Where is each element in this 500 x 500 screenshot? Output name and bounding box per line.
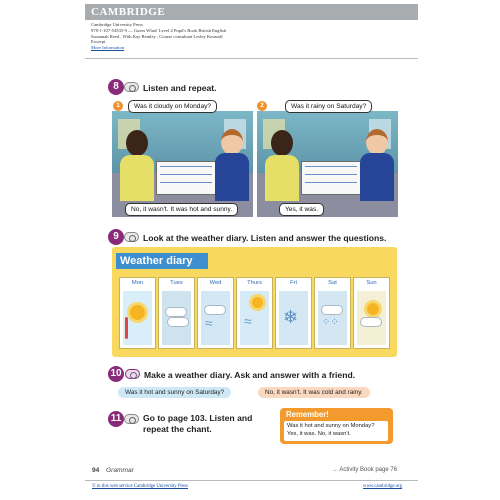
cloud-icon [204, 305, 226, 315]
day-card-wed [197, 277, 234, 349]
boy-head [366, 129, 388, 155]
day-label: Thurs [247, 280, 262, 286]
rainy-icon [318, 291, 347, 345]
weather-chart-board [301, 161, 361, 195]
page-number: 94 [92, 467, 100, 474]
day-label: Wed [209, 280, 222, 286]
activity-book-reference: → Activity Book page 76 [332, 467, 398, 473]
exercise-11-number: 11 [108, 411, 124, 427]
isbn-line: 978-1-107-54535-9 — Guess What! Level 4 Pupil's Book British English [91, 27, 227, 33]
remember-line-1: Was it hot and sunny on Monday? [287, 423, 375, 429]
header-divider [85, 58, 418, 59]
day-card-thurs [236, 277, 273, 349]
day-label: Sun [366, 280, 377, 286]
book-metadata [91, 22, 391, 51]
authors-line: Susannah Reed , With Kay Bentley , Course consultant Lesley Koustaff [91, 33, 223, 39]
exercise-10-instruction: Make a weather diary. Ask and answer with a friend. [144, 370, 356, 380]
exercise-11-instruction-line1: Go to page 103. Listen and [143, 413, 253, 423]
weather-chart-board [156, 161, 216, 195]
sunny-cloudy-icon [357, 291, 386, 345]
girl-head [126, 130, 148, 156]
photo-2-answer-bubble: Yes, it was. [279, 203, 324, 216]
windy-icon [201, 291, 230, 345]
remember-box [280, 408, 393, 444]
sun-icon [367, 303, 379, 315]
day-label: Fri [290, 280, 297, 286]
sunny-windy-icon [240, 291, 269, 345]
wind-icon: ≈ [205, 315, 213, 331]
photo-2 [257, 111, 398, 217]
snowflake-icon: ❄ [283, 307, 299, 327]
day-card-fri [275, 277, 312, 349]
section-label: Grammar [106, 467, 134, 474]
photo-1-question-bubble: Was it cloudy on Monday? [128, 100, 217, 113]
rain-icon: ⁘⁘ [322, 317, 339, 328]
remember-title: Remember! [286, 410, 329, 419]
cloudy-icon [162, 291, 191, 345]
day-label: Sat [328, 280, 337, 286]
day-card-mon [119, 277, 156, 349]
remember-line-2: Yes, it was. No, it wasn't. [287, 430, 351, 437]
example-question-pill: Was it hot and sunny on Saturday? [118, 387, 231, 398]
example-answer-pill: No, it wasn't. It was cold and rainy. [258, 387, 370, 398]
cloud-icon [360, 317, 382, 327]
sun-icon [130, 305, 145, 320]
boy-body [360, 153, 394, 201]
snowy-icon [279, 291, 308, 345]
photo-1-number: 1 [113, 101, 123, 111]
exercise-9-number: 9 [108, 229, 124, 245]
copyright-link[interactable]: © in this web service Cambridge University Press [92, 484, 188, 489]
thermometer-icon [125, 317, 128, 339]
wind-icon: ≈ [244, 313, 252, 329]
day-card-sat [314, 277, 351, 349]
speaking-icon [125, 369, 140, 379]
audio-cd-icon [124, 414, 139, 424]
photo-1-answer-bubble: No, it wasn't. It was hot and sunny. [125, 203, 238, 216]
photo-2-number: 2 [257, 101, 267, 111]
girl-head [271, 130, 293, 156]
audio-cd-icon [124, 232, 139, 242]
girl-body [120, 155, 154, 201]
cloud-icon [165, 307, 187, 317]
audio-cd-icon [124, 82, 139, 92]
boy-head [221, 129, 243, 155]
exercise-8-instruction: Listen and repeat. [143, 83, 217, 93]
weather-diary-title: Weather diary [116, 253, 208, 269]
photo-1 [112, 111, 253, 217]
sun-icon [252, 297, 263, 308]
cloud-icon [321, 305, 343, 315]
excerpt-label: Excerpt [91, 39, 106, 45]
girl-body [265, 155, 299, 201]
day-label: Tues [170, 280, 183, 286]
more-information-link[interactable]: More Information [91, 45, 125, 51]
day-label: Mon [131, 280, 144, 286]
day-card-tues [158, 277, 195, 349]
publisher-name: Cambridge University Press [91, 22, 143, 27]
exercise-11-instruction-line2: repeat the chant. [143, 424, 212, 434]
remember-content [284, 421, 388, 441]
exercise-8-number: 8 [108, 79, 124, 95]
day-card-sun [353, 277, 390, 349]
website-link[interactable]: www.cambridge.org [363, 484, 403, 489]
cloud-icon [167, 317, 189, 327]
sunny-icon [123, 291, 152, 345]
exercise-10-number: 10 [108, 366, 124, 382]
photo-2-question-bubble: Was it rainy on Saturday? [285, 100, 372, 113]
exercise-9-instruction: Look at the weather diary. Listen and answer the questions. [143, 233, 387, 243]
boy-body [215, 153, 249, 201]
footer-divider [85, 480, 418, 481]
publisher-logo: CAMBRIDGE [91, 6, 166, 18]
